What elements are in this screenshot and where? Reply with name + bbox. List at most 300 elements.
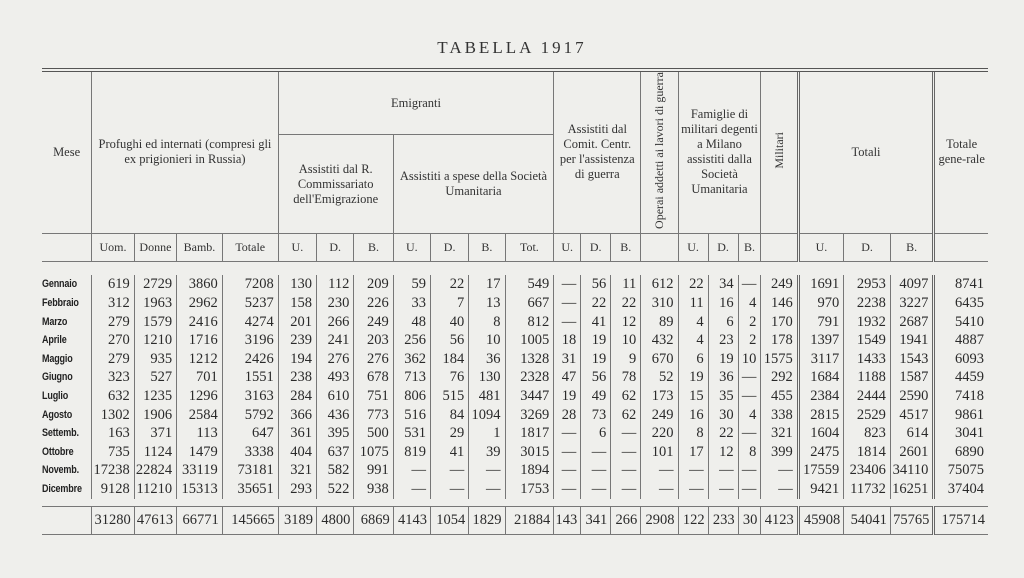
table-cell: 1691 (798, 275, 844, 294)
table-cell: 500 (354, 424, 393, 443)
table-cell: 619 (92, 275, 134, 294)
statistics-table (42, 72, 988, 535)
table-cell: 56 (581, 275, 611, 294)
table-cell: 10 (611, 331, 641, 350)
table-cell: 19 (554, 387, 581, 406)
table-cell: 4 (678, 331, 708, 350)
table-cell: 4887 (934, 331, 988, 350)
table-cell: 9 (611, 350, 641, 369)
month-label: Settemb. (42, 427, 79, 440)
table-cell: — (581, 443, 611, 462)
sub-tot-b: B. (890, 233, 934, 261)
table-cell: 361 (278, 424, 316, 443)
table-cell: 1543 (890, 350, 934, 369)
table-cell: 173 (641, 387, 678, 406)
table-cell: 1328 (505, 350, 554, 369)
total-cell: 47613 (134, 507, 176, 535)
table-cell: 773 (354, 406, 393, 425)
table-cell: 2962 (177, 294, 223, 313)
total-cell: 21884 (505, 507, 554, 535)
table-cell: 12 (611, 313, 641, 332)
table-cell: 1 (469, 424, 505, 443)
table-cell: 6 (581, 424, 611, 443)
table-cell: 735 (92, 443, 134, 462)
table-cell: 1753 (505, 480, 554, 499)
table-cell: 194 (278, 350, 316, 369)
table-cell: — (581, 480, 611, 499)
table-cell: 23 (708, 331, 738, 350)
table-cell: 7 (430, 294, 468, 313)
sub-comm-d: D. (317, 233, 354, 261)
table-cell: 113 (177, 424, 223, 443)
table-cell: 62 (611, 387, 641, 406)
month-label: Marzo (42, 315, 68, 328)
table-cell: — (761, 461, 798, 480)
table-cell: 22 (708, 424, 738, 443)
table-cell: — (738, 368, 761, 387)
table-cell: 4459 (934, 368, 988, 387)
sub-profughi-uom: Uom. (92, 233, 134, 261)
table-cell: 481 (469, 387, 505, 406)
table-cell: 56 (581, 368, 611, 387)
table-cell: 10 (738, 350, 761, 369)
table-cell: — (641, 461, 678, 480)
table-row (42, 313, 988, 332)
table-cell: — (611, 480, 641, 499)
table-cell: 170 (761, 313, 798, 332)
table-cell: 17 (678, 443, 708, 462)
table-cell: 73 (581, 406, 611, 425)
table-row (42, 331, 988, 350)
sub-com-b: B. (611, 233, 641, 261)
table-cell: 15 (678, 387, 708, 406)
table-cell: 3196 (222, 331, 278, 350)
table-cell: 35651 (222, 480, 278, 499)
table-cell: 249 (641, 406, 678, 425)
table-cell: — (554, 480, 581, 499)
table-cell: 819 (393, 443, 430, 462)
table-cell: 220 (641, 424, 678, 443)
table-cell: 713 (393, 368, 430, 387)
table-cell: 270 (92, 331, 134, 350)
month-label: Aprile (42, 334, 67, 347)
table-cell: 9421 (798, 480, 844, 499)
table-cell: 751 (354, 387, 393, 406)
table-cell: 1296 (177, 387, 223, 406)
table-cell: 52 (641, 368, 678, 387)
month-label: Giugno (42, 371, 73, 384)
table-cell: 17 (469, 275, 505, 294)
table-cell: 36 (469, 350, 505, 369)
table-cell: 1005 (505, 331, 554, 350)
table-cell: 2 (738, 313, 761, 332)
table-cell: 4097 (890, 275, 934, 294)
total-cell: 3189 (278, 507, 316, 535)
table-cell: — (678, 461, 708, 480)
table-cell: 432 (641, 331, 678, 350)
month-label: Dicembre (42, 482, 82, 495)
table-cell: 531 (393, 424, 430, 443)
table-cell: 23406 (844, 461, 891, 480)
table-row (42, 387, 988, 406)
table-cell: — (554, 424, 581, 443)
table-cell: 11210 (134, 480, 176, 499)
table-cell: 201 (278, 313, 316, 332)
total-cell: 1829 (469, 507, 505, 535)
table-cell: 366 (278, 406, 316, 425)
table-cell: 970 (798, 294, 844, 313)
table-cell: — (581, 461, 611, 480)
table-cell: 249 (354, 313, 393, 332)
table-cell: 11732 (844, 480, 891, 499)
table-cell: 241 (317, 331, 354, 350)
table-cell: 7208 (222, 275, 278, 294)
table-cell: 323 (92, 368, 134, 387)
table-row (42, 406, 988, 425)
table-cell: 8 (469, 313, 505, 332)
table-cell: — (738, 275, 761, 294)
table-cell: 678 (354, 368, 393, 387)
table-cell: 1604 (798, 424, 844, 443)
table-cell: 5237 (222, 294, 278, 313)
table-cell: 647 (222, 424, 278, 443)
table-cell: 101 (641, 443, 678, 462)
month-label: Ottobre (42, 445, 74, 458)
table-cell: 41 (430, 443, 468, 462)
table-cell: 146 (761, 294, 798, 313)
table-cell: 1479 (177, 443, 223, 462)
table-cell: 2426 (222, 350, 278, 369)
table-cell: 2687 (890, 313, 934, 332)
table-cell: 19 (678, 368, 708, 387)
table-cell: — (738, 424, 761, 443)
table-cell: 75075 (934, 461, 988, 480)
table-cell: 230 (317, 294, 354, 313)
table-cell: 41 (581, 313, 611, 332)
table-cell: — (554, 461, 581, 480)
table-cell: 4 (738, 406, 761, 425)
table-cell: 338 (761, 406, 798, 425)
table-cell: 935 (134, 350, 176, 369)
month-label: Gennaio (42, 278, 77, 291)
table-cell: 4517 (890, 406, 934, 425)
table-cell: — (708, 461, 738, 480)
table-cell: — (738, 480, 761, 499)
sub-fam-u: U. (678, 233, 708, 261)
sub-com-u: U. (554, 233, 581, 261)
table-cell: 17559 (798, 461, 844, 480)
table-cell: 89 (641, 313, 678, 332)
total-cell: 31280 (92, 507, 134, 535)
table-cell: 791 (798, 313, 844, 332)
table-cell: 22 (581, 294, 611, 313)
table-title: TABELLA 1917 (437, 38, 587, 57)
sub-tot-u: U. (798, 233, 844, 261)
table-cell: 178 (761, 331, 798, 350)
table-cell: 1963 (134, 294, 176, 313)
total-cell: 143 (554, 507, 581, 535)
total-cell: 1054 (430, 507, 468, 535)
table-cell: — (554, 275, 581, 294)
table-cell: 226 (354, 294, 393, 313)
table-cell: 84 (430, 406, 468, 425)
table-cell: 62 (611, 406, 641, 425)
table-cell: 1302 (92, 406, 134, 425)
table-cell: 47 (554, 368, 581, 387)
table-cell: 516 (393, 406, 430, 425)
table-cell: 12 (708, 443, 738, 462)
table-cell: 33119 (177, 461, 223, 480)
sub-tot-d: D. (844, 233, 891, 261)
table-cell: 2584 (177, 406, 223, 425)
table-cell: — (761, 480, 798, 499)
table-cell: 1235 (134, 387, 176, 406)
table-cell: 6 (708, 313, 738, 332)
table-cell: — (611, 443, 641, 462)
table-cell: 632 (92, 387, 134, 406)
table-cell: — (469, 461, 505, 480)
table-cell: 22824 (134, 461, 176, 480)
table-cell: 130 (278, 275, 316, 294)
sub-uman-b: B. (469, 233, 505, 261)
table-cell: 312 (92, 294, 134, 313)
table-cell: 321 (761, 424, 798, 443)
table-cell: — (393, 480, 430, 499)
total-cell: 45908 (798, 507, 844, 535)
table-row (42, 461, 988, 480)
table-cell: 256 (393, 331, 430, 350)
table-cell: 5792 (222, 406, 278, 425)
table-cell: 249 (761, 275, 798, 294)
total-cell: 54041 (844, 507, 891, 535)
table-cell: 8 (738, 443, 761, 462)
table-cell: 701 (177, 368, 223, 387)
table-cell: 582 (317, 461, 354, 480)
total-cell: 4123 (761, 507, 798, 535)
top-rule (42, 68, 988, 69)
table-cell: 455 (761, 387, 798, 406)
table-cell: — (554, 313, 581, 332)
total-cell: 145665 (222, 507, 278, 535)
table-row (42, 368, 988, 387)
table-cell: 2529 (844, 406, 891, 425)
sub-uman-u: U. (393, 233, 430, 261)
table-cell: 8 (678, 424, 708, 443)
table-cell: — (469, 480, 505, 499)
table-cell: 73181 (222, 461, 278, 480)
sub-com-d: D. (581, 233, 611, 261)
table-cell: 8741 (934, 275, 988, 294)
table-cell: 1817 (505, 424, 554, 443)
header-totale-generale: Totale gene-rale (934, 72, 988, 233)
table-cell: 1212 (177, 350, 223, 369)
header-emigranti: Emigranti (278, 72, 554, 135)
table-cell: 991 (354, 461, 393, 480)
table-row (42, 275, 988, 294)
table-cell: 1210 (134, 331, 176, 350)
table-cell: 56 (430, 331, 468, 350)
table-cell: 1579 (134, 313, 176, 332)
table-cell: 184 (430, 350, 468, 369)
table-cell: 15313 (177, 480, 223, 499)
sub-profughi-donne: Donne (134, 233, 176, 261)
header-comitato: Assistiti dal Comit. Centr. per l'assistenza di guerra (554, 72, 641, 233)
table-cell: 806 (393, 387, 430, 406)
table-row (42, 294, 988, 313)
table-cell: 31 (554, 350, 581, 369)
table-cell: 1549 (844, 331, 891, 350)
table-cell: 2238 (844, 294, 891, 313)
table-cell: 404 (278, 443, 316, 462)
table-cell: — (678, 480, 708, 499)
table-cell: 614 (890, 424, 934, 443)
table-cell: 321 (278, 461, 316, 480)
total-cell: 4800 (317, 507, 354, 535)
table-cell: 493 (317, 368, 354, 387)
table-cell: 2601 (890, 443, 934, 462)
total-cell: 122 (678, 507, 708, 535)
sub-uman-d: D. (430, 233, 468, 261)
table-cell: 7418 (934, 387, 988, 406)
table-cell: 2729 (134, 275, 176, 294)
header-profughi: Profughi ed internati (compresi gli ex prigionieri in Russia) (92, 72, 279, 233)
table-cell: 9128 (92, 480, 134, 499)
table-cell: 6093 (934, 350, 988, 369)
table-cell: 293 (278, 480, 316, 499)
total-cell: 175714 (934, 507, 988, 535)
table-cell: 3338 (222, 443, 278, 462)
table-cell: 279 (92, 313, 134, 332)
table-cell: 22 (430, 275, 468, 294)
table-cell: 16251 (890, 480, 934, 499)
table-cell: 1433 (844, 350, 891, 369)
table-cell: 549 (505, 275, 554, 294)
table-cell: — (430, 480, 468, 499)
table-cell: 436 (317, 406, 354, 425)
table-cell: 29 (430, 424, 468, 443)
table-cell: 2475 (798, 443, 844, 462)
table-cell: 22 (678, 275, 708, 294)
table-cell: 3041 (934, 424, 988, 443)
table-cell: 266 (317, 313, 354, 332)
table-cell: 37404 (934, 480, 988, 499)
table-cell: 1188 (844, 368, 891, 387)
table-cell: 239 (278, 331, 316, 350)
sub-fam-d: D. (708, 233, 738, 261)
header-militari: Militari (761, 72, 798, 233)
table-cell: 16 (678, 406, 708, 425)
month-label: Novemb. (42, 464, 79, 477)
table-cell: — (554, 443, 581, 462)
table-cell: 1075 (354, 443, 393, 462)
table-cell: 2416 (177, 313, 223, 332)
table-cell: 1932 (844, 313, 891, 332)
table-cell: 292 (761, 368, 798, 387)
table-cell: — (393, 461, 430, 480)
table-cell: 2590 (890, 387, 934, 406)
table-cell: 11 (611, 275, 641, 294)
header-operai: Operai addetti ai lavori di guerra (641, 72, 678, 233)
table-cell: 1551 (222, 368, 278, 387)
table-row (42, 424, 988, 443)
header-totali: Totali (798, 72, 934, 233)
table-cell: 527 (134, 368, 176, 387)
table-cell: 6 (678, 350, 708, 369)
table-cell: — (554, 294, 581, 313)
table-cell: — (611, 424, 641, 443)
table-cell: 637 (317, 443, 354, 462)
table-cell: 522 (317, 480, 354, 499)
month-label: Luglio (42, 390, 69, 402)
table-cell: 238 (278, 368, 316, 387)
table-cell: — (708, 480, 738, 499)
table-cell: 938 (354, 480, 393, 499)
month-label: Agosto (42, 408, 73, 421)
table-cell: 33 (393, 294, 430, 313)
table-cell: 3447 (505, 387, 554, 406)
table-row (42, 480, 988, 499)
header-famiglie: Famiglie di militari degenti a Milano assistiti dalla Società Umanitaria (678, 72, 761, 233)
table-cell: 163 (92, 424, 134, 443)
total-cell: 4143 (393, 507, 430, 535)
sub-uman-tot: Tot. (505, 233, 554, 261)
table-cell: 4 (678, 313, 708, 332)
month-label: Maggio (42, 352, 73, 365)
sub-profughi-bamb: Bamb. (177, 233, 223, 261)
table-cell: 11 (678, 294, 708, 313)
table-cell: 35 (708, 387, 738, 406)
table-cell: 1397 (798, 331, 844, 350)
table-cell: 1684 (798, 368, 844, 387)
table-cell: 276 (354, 350, 393, 369)
total-cell: 30 (738, 507, 761, 535)
table-cell: 284 (278, 387, 316, 406)
table-cell: 30 (708, 406, 738, 425)
table-cell: 371 (134, 424, 176, 443)
table-cell: 16 (708, 294, 738, 313)
table-cell: 5410 (934, 313, 988, 332)
table-cell: 59 (393, 275, 430, 294)
table-cell: 112 (317, 275, 354, 294)
table-cell: 49 (581, 387, 611, 406)
table-cell: 2384 (798, 387, 844, 406)
table-cell: 612 (641, 275, 678, 294)
table-cell: 2815 (798, 406, 844, 425)
table-cell: 1124 (134, 443, 176, 462)
table-cell: 2328 (505, 368, 554, 387)
table-cell: 22 (611, 294, 641, 313)
table-cell: 78 (611, 368, 641, 387)
table-cell: 2 (738, 331, 761, 350)
table-cell: 3227 (890, 294, 934, 313)
table-cell: 130 (469, 368, 505, 387)
table-cell: 48 (393, 313, 430, 332)
table-cell: 39 (469, 443, 505, 462)
table-cell: 28 (554, 406, 581, 425)
sub-comm-u: U. (278, 233, 316, 261)
table-cell: 9861 (934, 406, 988, 425)
total-cell: 341 (581, 507, 611, 535)
table-cell: 34 (708, 275, 738, 294)
table-cell: 3860 (177, 275, 223, 294)
header-commissariato: Assistiti dal R. Commissariato dell'Emigrazione (278, 135, 393, 234)
table-cell: 1094 (469, 406, 505, 425)
table-cell: 18 (554, 331, 581, 350)
total-cell: 2908 (641, 507, 678, 535)
table-cell: — (738, 461, 761, 480)
table-cell: 399 (761, 443, 798, 462)
table-cell: 276 (317, 350, 354, 369)
